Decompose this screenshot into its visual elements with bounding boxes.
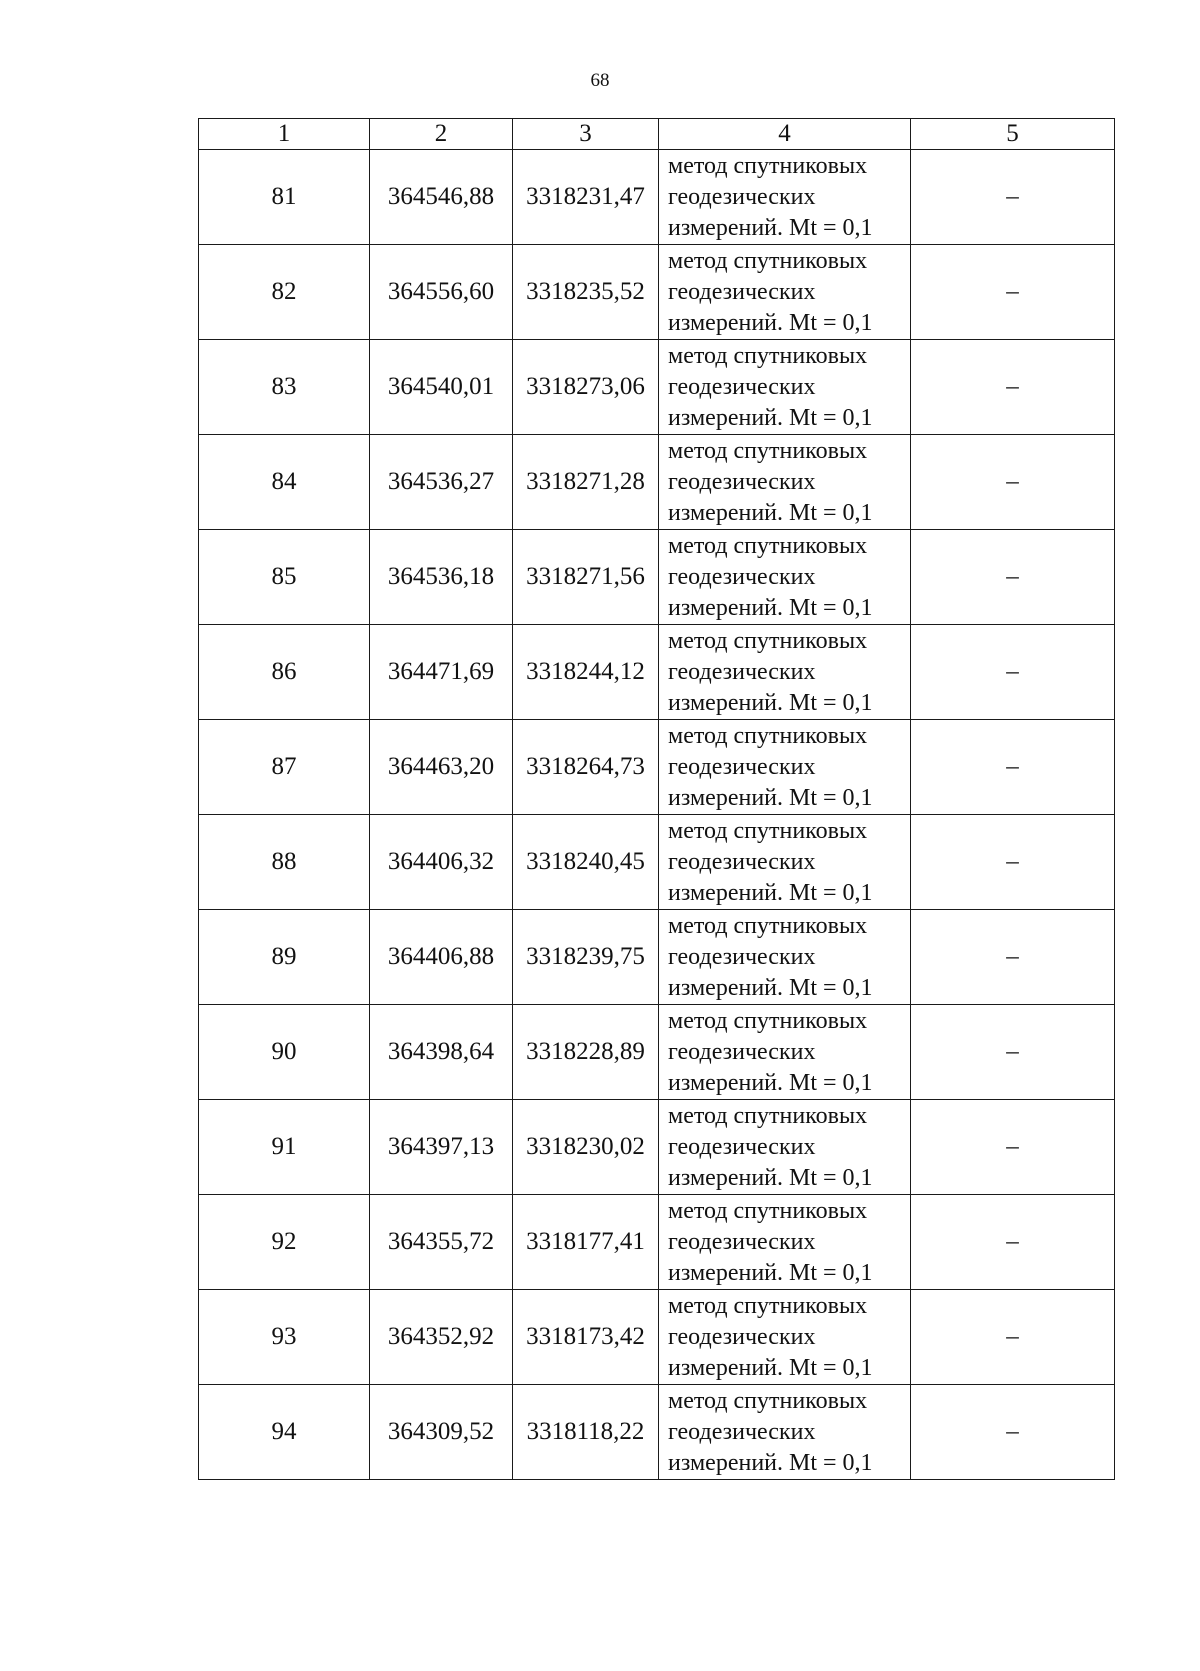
column-header-5: 5	[911, 119, 1115, 150]
coordinate-x: 364355,72	[370, 1195, 513, 1290]
point-number: 84	[199, 435, 370, 530]
table-header-row	[199, 119, 1115, 150]
note-dash: –	[911, 720, 1115, 815]
method-line: измерений. Mt = 0,1	[668, 309, 873, 336]
table-row	[199, 720, 1115, 815]
method-line: метод спутниковых	[668, 627, 868, 654]
method-line: метод спутниковых	[668, 152, 868, 179]
coordinate-x: 364406,88	[370, 910, 513, 1005]
note-dash: –	[911, 340, 1115, 435]
method-description	[659, 1290, 911, 1385]
coordinate-x: 364397,13	[370, 1100, 513, 1195]
method-line: геодезических	[668, 943, 816, 970]
note-dash: –	[911, 435, 1115, 530]
method-line: геодезических	[668, 563, 816, 590]
coordinate-y: 3318177,41	[513, 1195, 659, 1290]
table-row	[199, 1195, 1115, 1290]
method-line: геодезических	[668, 1418, 816, 1445]
table-row	[199, 340, 1115, 435]
method-line: метод спутниковых	[668, 1102, 868, 1129]
table-row	[199, 1290, 1115, 1385]
coordinate-y: 3318271,56	[513, 530, 659, 625]
method-line: геодезических	[668, 1133, 816, 1160]
note-dash: –	[911, 625, 1115, 720]
method-line: метод спутниковых	[668, 342, 868, 369]
note-dash: –	[911, 815, 1115, 910]
method-line: метод спутниковых	[668, 532, 868, 559]
method-line: метод спутниковых	[668, 1197, 868, 1224]
method-line: геодезических	[668, 468, 816, 495]
method-line: метод спутниковых	[668, 247, 868, 274]
point-number: 90	[199, 1005, 370, 1100]
method-line: измерений. Mt = 0,1	[668, 404, 873, 431]
column-header-2: 2	[370, 119, 513, 150]
method-line: измерений. Mt = 0,1	[668, 1354, 873, 1381]
point-number: 88	[199, 815, 370, 910]
method-line: измерений. Mt = 0,1	[668, 974, 873, 1001]
note-dash: –	[911, 1195, 1115, 1290]
method-description	[659, 340, 911, 435]
method-line: геодезических	[668, 848, 816, 875]
point-number: 92	[199, 1195, 370, 1290]
coordinate-y: 3318173,42	[513, 1290, 659, 1385]
method-line: метод спутниковых	[668, 722, 868, 749]
table-row	[199, 815, 1115, 910]
method-description	[659, 435, 911, 530]
method-line: геодезических	[668, 753, 816, 780]
method-line: измерений. Mt = 0,1	[668, 1259, 873, 1286]
table-body	[199, 150, 1115, 1480]
method-line: измерений. Mt = 0,1	[668, 499, 873, 526]
method-line: измерений. Mt = 0,1	[668, 784, 873, 811]
method-description	[659, 150, 911, 245]
note-dash: –	[911, 245, 1115, 340]
method-line: измерений. Mt = 0,1	[668, 1069, 873, 1096]
table-row	[199, 435, 1115, 530]
column-header-1: 1	[199, 119, 370, 150]
method-line: измерений. Mt = 0,1	[668, 1449, 873, 1476]
table-row	[199, 910, 1115, 1005]
method-line: измерений. Mt = 0,1	[668, 214, 873, 241]
coordinate-x: 364398,64	[370, 1005, 513, 1100]
coordinate-x: 364540,01	[370, 340, 513, 435]
coordinate-x: 364406,32	[370, 815, 513, 910]
method-line: метод спутниковых	[668, 912, 868, 939]
coordinate-y: 3318244,12	[513, 625, 659, 720]
point-number: 93	[199, 1290, 370, 1385]
coordinate-y: 3318230,02	[513, 1100, 659, 1195]
note-dash: –	[911, 1005, 1115, 1100]
method-description	[659, 815, 911, 910]
page-number: 68	[590, 70, 610, 91]
method-line: геодезических	[668, 278, 816, 305]
method-description	[659, 720, 911, 815]
note-dash: –	[911, 1290, 1115, 1385]
coordinate-x: 364352,92	[370, 1290, 513, 1385]
method-line: метод спутниковых	[668, 1387, 868, 1414]
method-description	[659, 1100, 911, 1195]
table-row	[199, 150, 1115, 245]
method-line: геодезических	[668, 1323, 816, 1350]
coordinate-x: 364546,88	[370, 150, 513, 245]
method-description	[659, 1005, 911, 1100]
method-description	[659, 530, 911, 625]
method-line: метод спутниковых	[668, 817, 868, 844]
method-line: геодезических	[668, 1228, 816, 1255]
coordinate-x: 364536,18	[370, 530, 513, 625]
note-dash: –	[911, 150, 1115, 245]
coordinate-y: 3318231,47	[513, 150, 659, 245]
coordinate-y: 3318228,89	[513, 1005, 659, 1100]
table-row	[199, 530, 1115, 625]
coordinate-x: 364463,20	[370, 720, 513, 815]
method-line: геодезических	[668, 658, 816, 685]
point-number: 94	[199, 1385, 370, 1480]
coordinate-y: 3318273,06	[513, 340, 659, 435]
method-line: геодезических	[668, 183, 816, 210]
method-description	[659, 1195, 911, 1290]
coordinate-y: 3318240,45	[513, 815, 659, 910]
method-line: измерений. Mt = 0,1	[668, 594, 873, 621]
point-number: 91	[199, 1100, 370, 1195]
method-line: геодезических	[668, 373, 816, 400]
method-line: метод спутниковых	[668, 437, 868, 464]
coordinate-y: 3318264,73	[513, 720, 659, 815]
method-line: измерений. Mt = 0,1	[668, 689, 873, 716]
method-line: измерений. Mt = 0,1	[668, 1164, 873, 1191]
point-number: 86	[199, 625, 370, 720]
note-dash: –	[911, 530, 1115, 625]
table-row	[199, 1005, 1115, 1100]
coordinates-table	[198, 118, 1115, 1480]
note-dash: –	[911, 1100, 1115, 1195]
note-dash: –	[911, 910, 1115, 1005]
table-row	[199, 1100, 1115, 1195]
method-line: метод спутниковых	[668, 1292, 868, 1319]
column-header-4: 4	[659, 119, 911, 150]
coordinate-x: 364309,52	[370, 1385, 513, 1480]
method-description	[659, 625, 911, 720]
table-row	[199, 245, 1115, 340]
method-description	[659, 1385, 911, 1480]
point-number: 82	[199, 245, 370, 340]
method-description	[659, 245, 911, 340]
method-line: геодезических	[668, 1038, 816, 1065]
method-description	[659, 910, 911, 1005]
coordinate-x: 364556,60	[370, 245, 513, 340]
coordinate-y: 3318239,75	[513, 910, 659, 1005]
point-number: 85	[199, 530, 370, 625]
point-number: 87	[199, 720, 370, 815]
table-row	[199, 625, 1115, 720]
method-line: измерений. Mt = 0,1	[668, 879, 873, 906]
coordinate-y: 3318118,22	[513, 1385, 659, 1480]
note-dash: –	[911, 1385, 1115, 1480]
point-number: 89	[199, 910, 370, 1005]
point-number: 83	[199, 340, 370, 435]
column-header-3: 3	[513, 119, 659, 150]
coordinate-x: 364471,69	[370, 625, 513, 720]
coordinate-y: 3318271,28	[513, 435, 659, 530]
coordinate-x: 364536,27	[370, 435, 513, 530]
point-number: 81	[199, 150, 370, 245]
coordinate-y: 3318235,52	[513, 245, 659, 340]
method-line: метод спутниковых	[668, 1007, 868, 1034]
table-row	[199, 1385, 1115, 1480]
